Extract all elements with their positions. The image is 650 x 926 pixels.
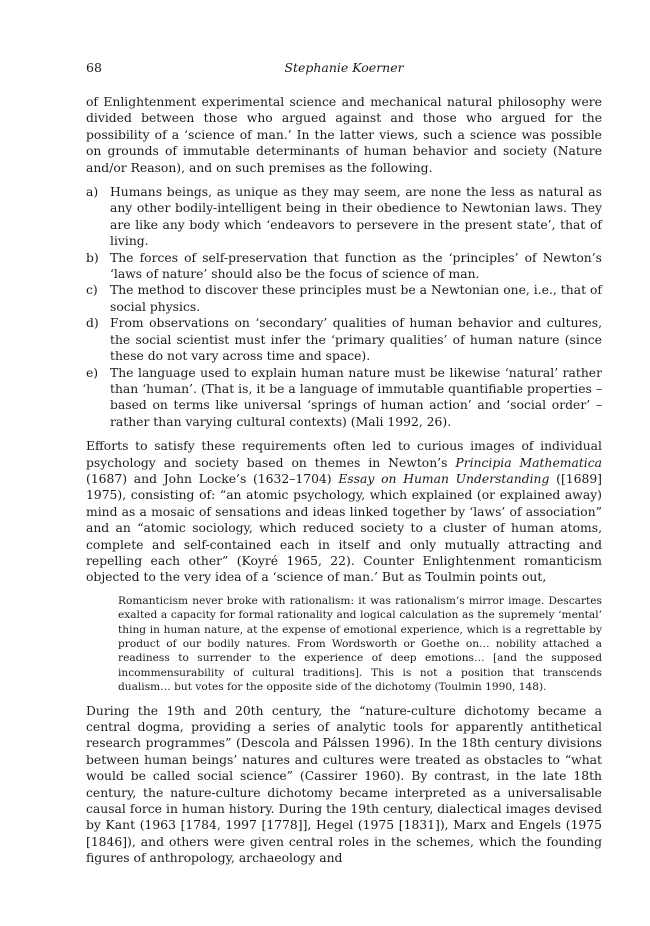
list-marker: b): [86, 250, 99, 265]
text-span: (1687) and John Locke’s (1632–1704): [86, 471, 339, 486]
text-span: ([1689] 1975), consisting of: “an atomic psychology, which explained (or explained away) mind as a mosaic of sensations and ideas linked together by ‘laws’ of association” and an “atomic sociology, which reduced society to a cluster of human atoms, complete and self-contained each in itself and only mutually attracting and repelling each other” (Koyré 1965, 22). Counter Enlightenment romanticism objected to the very idea of a ‘science of man.’ But as Toulmin points out,: [86, 471, 602, 585]
paragraph-dichotomy: During the 19th and 20th century, the “nature-culture dichotomy became a central dogma, providing a series of analytic tools for apparently antithetical research programmes” (Descola and Pálssen 1996). In the 18th century divisions between human beings’ natures and cultures were treated as obstacles to “what would be called social science” (Cassirer 1960). By contrast, in the late 18th century, the nature-culture dichotomy became interpreted as a universalisable causal force in human history. During the 19th century, dialectical images devised by Kant (1963 [1784, 1997 [1778]], Hegel (1975 [1831]), Marx and Engels (1975 [1846]), and others were given central roles in the schemes, which the founding figures of anthropology, archaeology and: [86, 703, 602, 866]
premises-list: [86, 184, 602, 430]
block-quote-toulmin: Romanticism never broke with rationalism: it was rationalism’s mirror image. Descartes exalted a capacity for formal rationality and logical calculation as the supremely ‘mental’ thing in human nature, at the expense of emotional experience, which is a regrettable by product of our bodily natures. From Wordsworth or Goethe on… nobility attached a readiness to surrender to the experience of deep emotions… [and the supposed incommensurability of cultural traditions]. This is not a position that transcends dualism… but votes for the opposite side of the dichotomy (Toulmin 1990, 148).: [118, 594, 602, 694]
running-head: [86, 58, 602, 78]
text-span: Efforts to satisfy these requirements often led to curious images of individual psychology and society based on themes in Newton’s: [86, 439, 602, 470]
list-item-text: The method to discover these principles must be a Newtonian one, i.e., that of social physics.: [110, 283, 602, 314]
list-marker: a): [86, 185, 99, 200]
list-item: [86, 315, 602, 364]
list-item: [86, 365, 602, 431]
list-item-text: From observations on ‘secondary’ qualities of human behavior and cultures, the social scientist must infer the ‘primary qualities’ of human nature (since these do not vary across time and space).: [110, 316, 602, 364]
title-principia: Principia Mathematica: [455, 455, 602, 470]
list-item-text: The language used to explain human nature must be likewise ‘natural’ rather than ‘human’. (That is, it be a language of immutable quantifiable properties – based on terms like universal ‘springs of human action’ and ‘social order’ – rather than varying cultural contexts) (Mali 1992, 26).: [110, 365, 602, 429]
list-marker: e): [86, 365, 99, 380]
body-text: [86, 94, 602, 875]
list-item: [86, 250, 602, 283]
list-item: [86, 282, 602, 315]
title-essay: Essay on Human Understanding: [338, 471, 550, 486]
list-marker: d): [86, 316, 99, 331]
list-item-text: The forces of self-preservation that function as the ‘principles’ of Newton’s ‘laws of nature’ should also be the focus of science of man.: [110, 250, 602, 282]
paragraph-efforts: [86, 438, 602, 586]
paragraph-intro: of Enlightenment experimental science and mechanical natural philosophy were divided between those who argued against and those who argued for the possibility of a ‘science of man.’ In the latter views, such a science was possible on grounds of immutable determinants of human behavior and society (Nature and/or Reason), and on such premises as the following.: [86, 95, 602, 175]
page-number: 68: [86, 60, 102, 75]
list-marker: c): [86, 283, 98, 298]
running-title: Stephanie Koerner: [284, 60, 404, 75]
list-item-text: Humans beings, as unique as they may seem, are none the less as natural as any other bodily-intelligent being in their obedience to Newtonian laws. They are like any body which ‘endeavors to persevere in the present state’, that of living.: [110, 185, 602, 249]
list-item: [86, 184, 602, 250]
